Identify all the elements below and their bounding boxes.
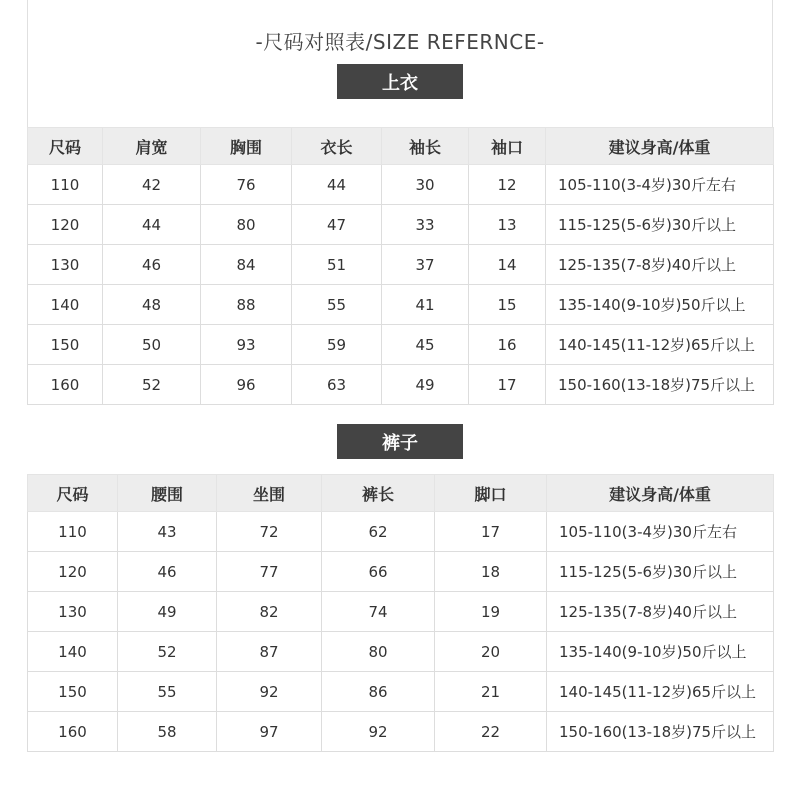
pants-table-cell: 52 xyxy=(118,632,217,672)
tops-table-cell: 140 xyxy=(28,285,103,325)
tops-table-row xyxy=(28,365,774,405)
tops-table-cell: 48 xyxy=(103,285,201,325)
tops-table-cell: 96 xyxy=(201,365,292,405)
pants-table-row xyxy=(28,632,774,672)
tops-table-cell: 44 xyxy=(292,165,382,205)
pants-table-cell: 77 xyxy=(217,552,322,592)
pants-table-cell: 82 xyxy=(217,592,322,632)
pants-table-cell: 105-110(3-4岁)30斤左右 xyxy=(547,512,774,552)
tops-table-cell: 45 xyxy=(382,325,469,365)
pants-table-cell: 55 xyxy=(118,672,217,712)
tops-table-cell: 37 xyxy=(382,245,469,285)
pants-table-cell: 66 xyxy=(322,552,435,592)
pants-table-row xyxy=(28,672,774,712)
tops-table-cell: 33 xyxy=(382,205,469,245)
tops-table-cell: 44 xyxy=(103,205,201,245)
tops-table-cell: 63 xyxy=(292,365,382,405)
tops-table-row xyxy=(28,325,774,365)
pants-table-cell: 150 xyxy=(28,672,118,712)
pants-table-cell: 74 xyxy=(322,592,435,632)
tops-table-cell: 130 xyxy=(28,245,103,285)
tops-table-cell: 42 xyxy=(103,165,201,205)
pants-table-cell: 58 xyxy=(118,712,217,752)
pants-table-cell: 21 xyxy=(435,672,547,712)
pants-table-cell: 87 xyxy=(217,632,322,672)
tops-table-row xyxy=(28,205,774,245)
tops-header-cell: 胸围 xyxy=(201,128,292,165)
pants-table-cell: 110 xyxy=(28,512,118,552)
tops-header-cell: 衣长 xyxy=(292,128,382,165)
tops-table-cell: 84 xyxy=(201,245,292,285)
pants-table-cell: 62 xyxy=(322,512,435,552)
tops-table-cell: 115-125(5-6岁)30斤以上 xyxy=(546,205,774,245)
pants-table-cell: 20 xyxy=(435,632,547,672)
tops-table-row xyxy=(28,285,774,325)
pants-table-cell: 97 xyxy=(217,712,322,752)
tops-table-cell: 76 xyxy=(201,165,292,205)
tops-table-cell: 51 xyxy=(292,245,382,285)
pants-table-cell: 135-140(9-10岁)50斤以上 xyxy=(547,632,774,672)
page-title: -尺码对照表/SIZE REFERNCE- xyxy=(255,30,545,54)
tops-table-cell: 49 xyxy=(382,365,469,405)
pants-table-cell: 19 xyxy=(435,592,547,632)
pants-table-cell: 160 xyxy=(28,712,118,752)
tops-table-cell: 150 xyxy=(28,325,103,365)
pants-header-cell: 坐围 xyxy=(217,475,322,512)
tops-table-cell: 14 xyxy=(469,245,546,285)
tops-table-cell: 110 xyxy=(28,165,103,205)
pants-table-cell: 140 xyxy=(28,632,118,672)
tops-table-cell: 17 xyxy=(469,365,546,405)
tops-table-row xyxy=(28,245,774,285)
pants-header-cell: 脚口 xyxy=(435,475,547,512)
tops-header-cell: 尺码 xyxy=(28,128,103,165)
pants-header-row xyxy=(28,475,774,512)
pants-table-row xyxy=(28,712,774,752)
pants-table-row xyxy=(28,592,774,632)
pants-table-cell: 92 xyxy=(322,712,435,752)
tops-header-cell: 袖口 xyxy=(469,128,546,165)
pants-table-cell: 120 xyxy=(28,552,118,592)
pants-table-cell: 150-160(13-18岁)75斤以上 xyxy=(547,712,774,752)
tops-table-cell: 150-160(13-18岁)75斤以上 xyxy=(546,365,774,405)
pants-table-row xyxy=(28,552,774,592)
pants-table-cell: 17 xyxy=(435,512,547,552)
pants-table-cell: 140-145(11-12岁)65斤以上 xyxy=(547,672,774,712)
tops-table-cell: 80 xyxy=(201,205,292,245)
pants-table-cell: 130 xyxy=(28,592,118,632)
pants-header-cell: 建议身高/体重 xyxy=(547,475,774,512)
pants-table-cell: 49 xyxy=(118,592,217,632)
tops-table-cell: 50 xyxy=(103,325,201,365)
pants-table-cell: 92 xyxy=(217,672,322,712)
tops-table-cell: 55 xyxy=(292,285,382,325)
tops-table-cell: 13 xyxy=(469,205,546,245)
pants-table-cell: 86 xyxy=(322,672,435,712)
tops-header-cell: 袖长 xyxy=(382,128,469,165)
tops-table-cell: 135-140(9-10岁)50斤以上 xyxy=(546,285,774,325)
tops-table-cell: 15 xyxy=(469,285,546,325)
tops-table-cell: 52 xyxy=(103,365,201,405)
pants-table-cell: 22 xyxy=(435,712,547,752)
tops-header-cell: 肩宽 xyxy=(103,128,201,165)
pants-table-cell: 125-135(7-8岁)40斤以上 xyxy=(547,592,774,632)
tops-table-cell: 12 xyxy=(469,165,546,205)
tops-table-cell: 88 xyxy=(201,285,292,325)
tops-table-cell: 41 xyxy=(382,285,469,325)
tops-table-cell: 30 xyxy=(382,165,469,205)
tops-section-label: 上衣 xyxy=(337,64,463,99)
tops-table-cell: 47 xyxy=(292,205,382,245)
pants-table-cell: 46 xyxy=(118,552,217,592)
pants-size-table xyxy=(27,474,774,752)
pants-header-cell: 腰围 xyxy=(118,475,217,512)
pants-section-label: 裤子 xyxy=(337,424,463,459)
tops-table-cell: 125-135(7-8岁)40斤以上 xyxy=(546,245,774,285)
pants-table-cell: 43 xyxy=(118,512,217,552)
tops-table-cell: 16 xyxy=(469,325,546,365)
pants-header-cell: 尺码 xyxy=(28,475,118,512)
tops-header-cell: 建议身高/体重 xyxy=(546,128,774,165)
tops-table-cell: 120 xyxy=(28,205,103,245)
tops-table-cell: 46 xyxy=(103,245,201,285)
pants-table-cell: 80 xyxy=(322,632,435,672)
tops-table-row xyxy=(28,165,774,205)
tops-table-cell: 59 xyxy=(292,325,382,365)
pants-header-cell: 裤长 xyxy=(322,475,435,512)
tops-header-row xyxy=(28,128,774,165)
pants-table-cell: 18 xyxy=(435,552,547,592)
tops-table-cell: 93 xyxy=(201,325,292,365)
pants-table-row xyxy=(28,512,774,552)
tops-table-cell: 105-110(3-4岁)30斤左右 xyxy=(546,165,774,205)
tops-table-cell: 160 xyxy=(28,365,103,405)
tops-table-cell: 140-145(11-12岁)65斤以上 xyxy=(546,325,774,365)
pants-table-cell: 72 xyxy=(217,512,322,552)
tops-size-table xyxy=(27,127,774,405)
pants-table-cell: 115-125(5-6岁)30斤以上 xyxy=(547,552,774,592)
